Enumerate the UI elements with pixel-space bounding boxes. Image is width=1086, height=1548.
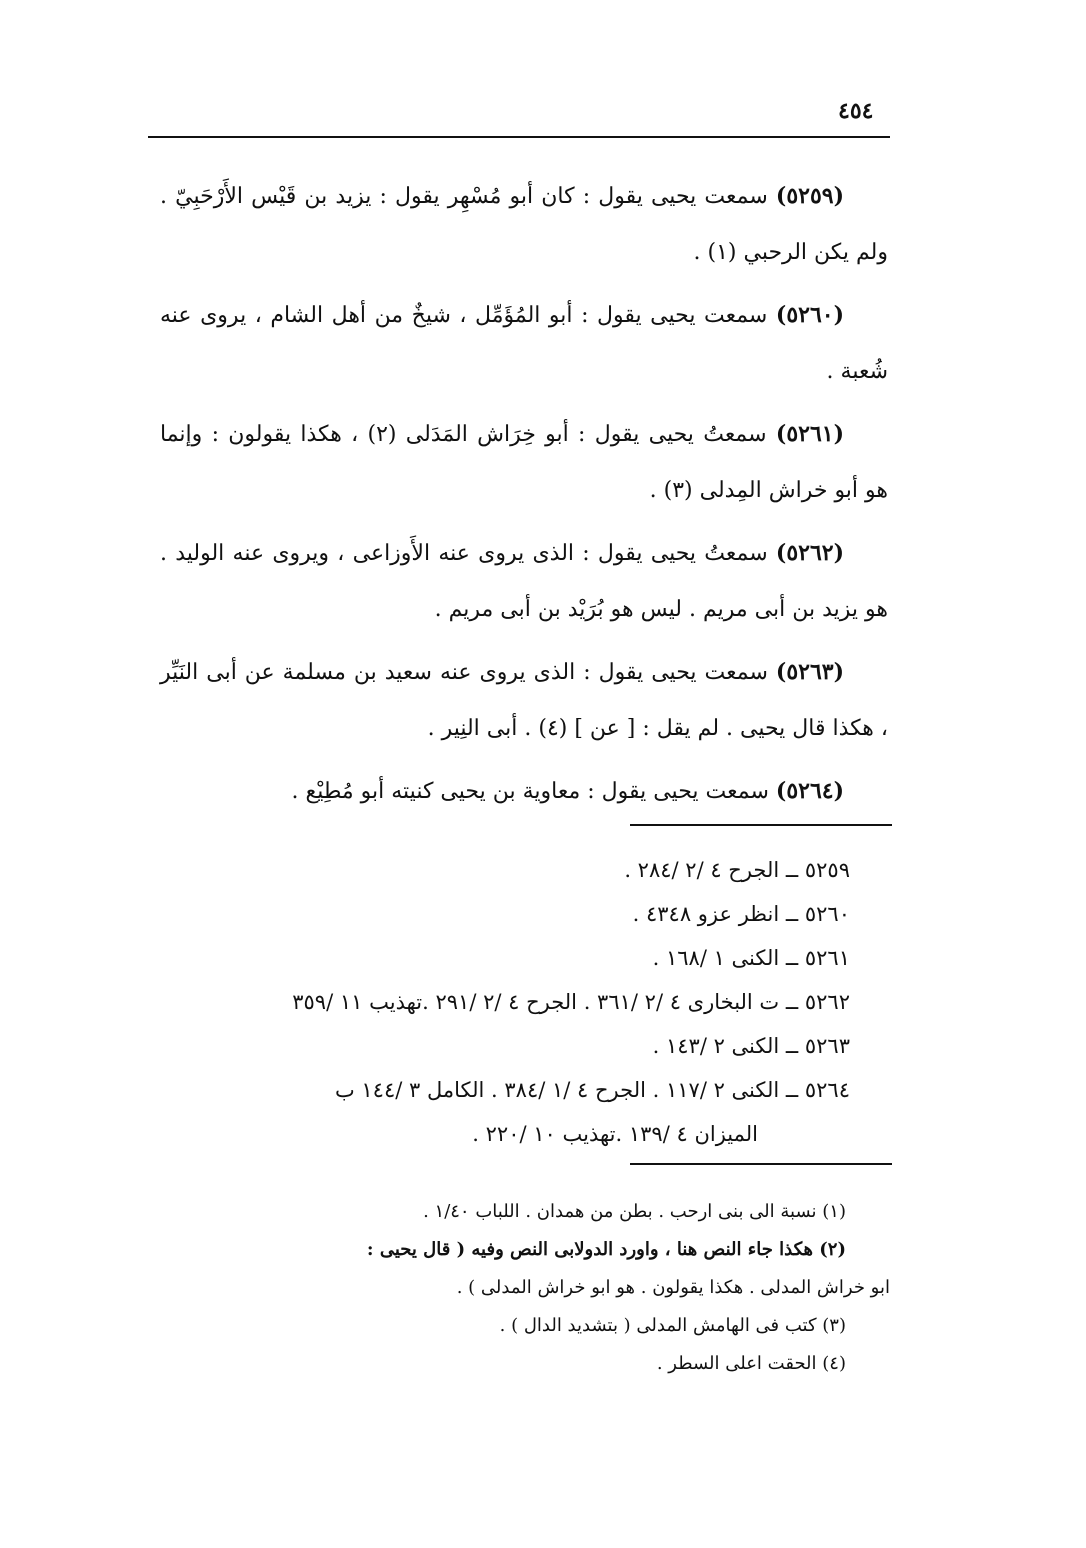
- footnotes-section: [170, 1193, 890, 1383]
- entry: [160, 763, 888, 820]
- entry-text: سمعت يحيى يقول : أبو المُؤَمِّل ، شيخٌ من أهل الشام ، يروى عنه شُعبة .: [160, 303, 888, 384]
- entry-number: (٥٢٦٣): [775, 659, 844, 685]
- header-rule: [148, 136, 890, 138]
- reference-line: ٥٢٦٣ ــ الكنى ٢ /١٤٣ .: [652, 1034, 850, 1058]
- entry-text: سمعتُ يحيى يقول : أبو خِرَاش المَدَلى (٢) ، هكذا يقولون : وإنما هو أبو خراش المِدلى (٣) .: [160, 422, 888, 503]
- entry-text: سمعت يحيى يقول : كان أبو مُسْهِر يقول : يزيد بن قَيْس الأَرْحَبِيّ . ولم يكن الرحبي (١) .: [160, 184, 888, 265]
- entry-number: (٥٢٦٢): [775, 540, 844, 566]
- entries-section: [160, 168, 888, 826]
- entry: [160, 644, 888, 757]
- entry: [160, 406, 888, 519]
- entry-text: سمعتُ يحيى يقول : الذى يروى عنه الأَوزاعى ، ويروى عنه الوليد . هو يزيد بن أبى مريم . ليس هو بُرَيْد بن أبى مريم .: [160, 541, 888, 622]
- references-section: [160, 848, 850, 1156]
- footnotes-rule: [630, 1163, 892, 1165]
- footnote: (١) نسبة الى بنى ارحب . بطن من همدان . اللباب ١/٤٠ .: [423, 1201, 846, 1222]
- entry: [160, 168, 888, 281]
- reference-line: ٥٢٥٩ ــ الجرح ٤ /٢ /٢٨٤ .: [624, 858, 850, 882]
- entry-number: (٥٢٦١): [775, 421, 844, 447]
- reference-line: ٥٢٦٠ ــ انظر عزو ٤٣٤٨ .: [632, 902, 850, 926]
- reference-line: ٥٢٦١ ــ الكنى ١ /١٦٨ .: [652, 946, 850, 970]
- reference-line: ٥٢٦٢ ــ ت البخارى ٤ /٢ /٣٦١ . الجرح ٤ /٢ /٢٩١ .تهذيب ١١ /٣٥٩: [292, 990, 850, 1014]
- entry-number: (٥٢٦٤): [775, 778, 844, 804]
- reference-line: ٥٢٦٤ ــ الكنى ٢ /١١٧ . الجرح ٤ /١ /٣٨٤ . الكامل ٣ /١٤٤ ب: [334, 1078, 850, 1102]
- entry: [160, 287, 888, 400]
- entry-number: (٥٢٥٩): [775, 183, 844, 209]
- entry: [160, 525, 888, 638]
- references-rule: [630, 824, 892, 826]
- entry-text: سمعت يحيى يقول : الذى يروى عنه سعيد بن مسلمة عن أبى النَيِّر ، هكذا قال يحيى . لم يقل : [ عن ] (٤) . أبى النِير .: [160, 660, 888, 741]
- reference-continuation: الميزان ٤ /١٣٩ .تهذيب ١٠ /٢٢٠ .: [472, 1122, 758, 1146]
- page-number: ٤٥٤: [838, 98, 874, 124]
- footnote: (٤) الحقت اعلى السطر .: [656, 1353, 846, 1374]
- footnote: (٣) كتب فى الهامش المدلى ( بتشديد الدال ) .: [499, 1315, 846, 1336]
- entry-number: (٥٢٦٠): [775, 302, 844, 328]
- footnote: (٢) هكذا جاء النص هنا ، واورد الدولابى النص وفيه ( قال يحيى :: [366, 1239, 846, 1260]
- entry-text: سمعت يحيى يقول : معاوية بن يحيى كنيته أبو مُطِيْع .: [291, 779, 769, 804]
- footnote-continuation: ابو خراش المدلى . هكذا يقولون . هو ابو خراش المدلى ) .: [456, 1277, 890, 1298]
